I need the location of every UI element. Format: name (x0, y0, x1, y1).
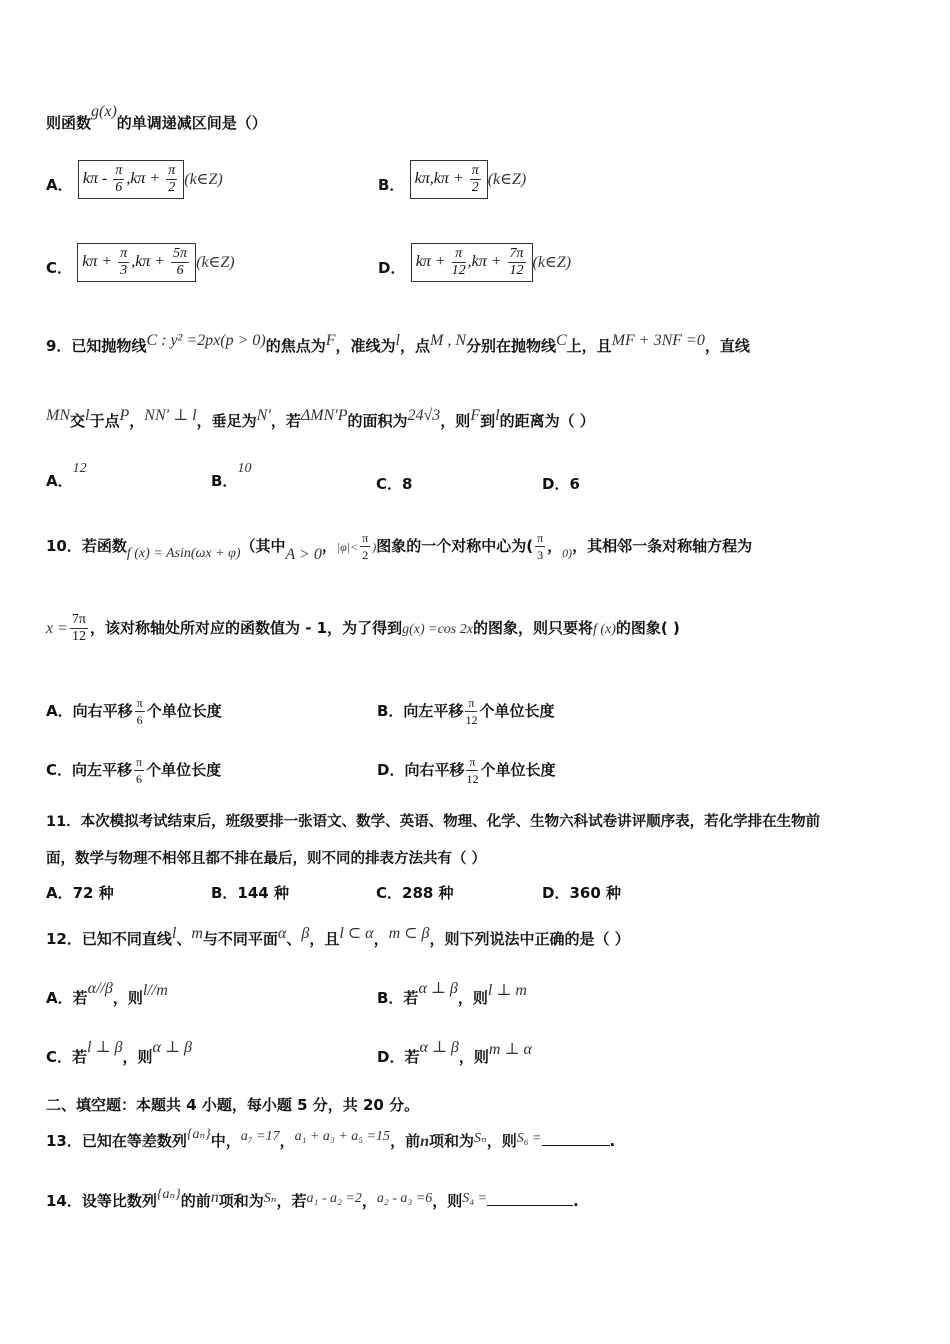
q13-stem: 13．已知在等差数列{aₙ}中，a₇ =17，a₁ + a₃ + a₅ =15，前n项和为Sₙ，则S₆ = . (46, 1127, 616, 1150)
q8-stem: 则函数g(x)的单调递减区间是（） (46, 103, 267, 132)
q10-option-a[interactable]: A．向右平移 $\frac{\pi}{6}$ 个单位长度 (46, 696, 222, 727)
q10-stem-line1: 10．若函数f (x) = Asin(ωx + φ)（其中A > 0，|φ|< $\frac{\pi}{2}$ )图象的一个对称中心为( $\frac{\pi}{3}$ ，$_{0)}$，其相邻一条对称轴方程为 (46, 531, 753, 563)
q8-option-d[interactable]: D． kπ + $\frac{\pi}{12}$ ,kπ + $\frac{7\pi}{12}$ (k∈Z) (378, 243, 571, 282)
q11-option-a[interactable]: A．72 种 (46, 884, 114, 902)
q10-option-d[interactable]: D．向右平移 $\frac{\pi}{12}$ 个单位长度 (377, 755, 556, 786)
q8-option-a[interactable]: A． kπ - $\frac{\pi}{6}$ ,kπ + $\frac{\pi}{2}$ (k∈Z) (46, 160, 223, 199)
q11-option-c[interactable]: C．288 种 (376, 884, 454, 902)
q9-stem-line2: MN交l于点P，NN′ ⊥ l，垂足为N′，若ΔMN′P的面积为24√3，则F到l的距离为（ ） (46, 407, 595, 430)
q12-option-c[interactable]: C．若l ⊥ β，则α ⊥ β (46, 1039, 192, 1066)
q8-option-b[interactable]: B． kπ,kπ + $\frac{\pi}{2}$ (k∈Z) (378, 160, 526, 199)
q11-stem-line1: 11．本次模拟考试结束后，班级要排一张语文、数学、英语、物理、化学、生物六科试卷讲评顺序表，若化学排在生物前 (46, 814, 821, 830)
q11-option-d[interactable]: D．360 种 (542, 884, 621, 902)
section-heading: 二、填空题：本题共 4 小题，每小题 5 分，共 20 分。 (46, 1096, 420, 1114)
q9-option-d[interactable]: D．6 (542, 475, 580, 493)
q12-option-d[interactable]: D．若α ⊥ β，则m ⊥ α (377, 1039, 532, 1066)
q10-option-c[interactable]: C．向左平移 $\frac{\pi}{6}$ 个单位长度 (46, 755, 222, 786)
q10-stem-line2: x = $\frac{7\pi}{12}$ ，该对称轴处所对应的函数值为 - 1，为了得到g(x) =cos 2x的图象，则只要将f (x)的图象( ) (46, 612, 680, 644)
q14-stem: 14．设等比数列{aₙ}的前n项和为Sₙ，若a₁ - a₂ =2，a₂ - a₃ =6，则S₄ = . (46, 1187, 579, 1210)
q11-stem-line2: 面，数学与物理不相邻且都不排在最后，则不同的排表方法共有（ ） (46, 851, 487, 867)
q8-option-c[interactable]: C． kπ + $\frac{\pi}{3}$ ,kπ + $\frac{5\pi}{6}$ (k∈Z) (46, 243, 235, 282)
q11-option-b[interactable]: B．144 种 (211, 884, 289, 902)
q12-option-a[interactable]: A．若α//β，则l//m (46, 980, 168, 1007)
q9-stem-line1: 9．已知抛物线C : y² =2px(p > 0)的焦点为F，准线为l，点M , N分别在抛物线C上，且MF + 3NF =0，直线 (46, 332, 750, 355)
q12-stem: 12．已知不同直线l、m与不同平面α、β，且l ⊂ α，m ⊂ β，则下列说法中正确的是（ ） (46, 925, 630, 948)
q14-answer-blank[interactable] (487, 1205, 573, 1206)
q9-option-b[interactable]: B．10 (211, 461, 252, 490)
q9-option-a[interactable]: A．12 (46, 461, 87, 490)
q13-answer-blank[interactable] (542, 1145, 610, 1146)
q12-option-b[interactable]: B．若α ⊥ β，则l ⊥ m (377, 980, 527, 1007)
q10-option-b[interactable]: B．向左平移 $\frac{\pi}{12}$ 个单位长度 (377, 696, 555, 727)
q9-option-c[interactable]: C．8 (376, 475, 413, 493)
